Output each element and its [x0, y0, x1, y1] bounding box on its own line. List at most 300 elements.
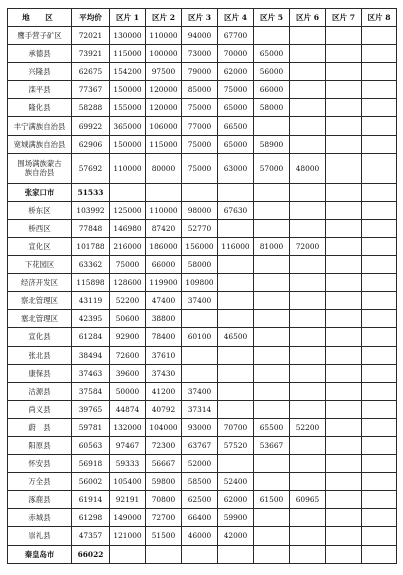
region-cell: 塞北管理区	[8, 310, 72, 328]
zone-price-cell	[290, 455, 326, 473]
zone-price-cell: 106000	[146, 117, 182, 135]
zone-price-cell: 52400	[218, 473, 254, 491]
zone-price-cell: 50600	[110, 310, 146, 328]
zone-price-cell: 60100	[182, 328, 218, 346]
zone-price-cell: 59900	[218, 509, 254, 527]
zone-price-cell: 110000	[146, 27, 182, 45]
zone-price-cell	[254, 545, 290, 563]
average-price-cell: 61298	[72, 509, 110, 527]
zone-price-cell	[326, 509, 362, 527]
zone-price-cell	[110, 545, 146, 563]
zone-price-cell: 47400	[146, 292, 182, 310]
table-row	[8, 45, 397, 63]
zone-price-cell: 75000	[110, 256, 146, 274]
average-price-cell: 61284	[72, 328, 110, 346]
zone-price-cell: 48000	[290, 153, 326, 183]
zone-price-cell	[290, 400, 326, 418]
zone-price-cell	[218, 545, 254, 563]
average-price-cell: 51533	[72, 183, 110, 201]
zone-price-cell	[254, 27, 290, 45]
zone-price-cell: 58900	[254, 135, 290, 153]
zone-price-cell	[218, 364, 254, 382]
zone-price-cell	[362, 545, 397, 563]
table-row	[8, 117, 397, 135]
zone-price-cell: 67700	[218, 27, 254, 45]
zone-price-cell: 132000	[110, 418, 146, 436]
zone-price-cell	[290, 545, 326, 563]
average-price-cell: 43119	[72, 292, 110, 310]
zone-price-cell	[362, 237, 397, 255]
average-price-cell: 47357	[72, 527, 110, 545]
zone-price-cell: 65000	[218, 135, 254, 153]
zone-price-cell	[218, 310, 254, 328]
zone-price-cell: 105400	[110, 473, 146, 491]
region-cell: 围场满族蒙古族自治县	[8, 153, 72, 183]
table-row	[8, 27, 397, 45]
region-cell: 张北县	[8, 346, 72, 364]
zone-price-cell	[326, 27, 362, 45]
zone-price-cell	[326, 292, 362, 310]
region-cell: 蔚 县	[8, 418, 72, 436]
zone-price-cell	[326, 328, 362, 346]
zone-price-cell	[290, 256, 326, 274]
table-row	[8, 346, 397, 364]
zone-price-cell	[326, 310, 362, 328]
zone-price-cell: 58500	[182, 473, 218, 491]
average-price-cell: 62906	[72, 135, 110, 153]
zone-price-cell: 38800	[146, 310, 182, 328]
table-row	[8, 473, 397, 491]
zone-price-cell	[326, 400, 362, 418]
zone-price-cell	[362, 418, 397, 436]
zone-price-cell	[182, 364, 218, 382]
average-price-cell: 63362	[72, 256, 110, 274]
region-cell: 涿鹿县	[8, 491, 72, 509]
column-header: 区片 8	[362, 9, 397, 27]
zone-price-cell	[326, 117, 362, 135]
zone-price-cell: 120000	[146, 99, 182, 117]
zone-price-cell: 94000	[182, 27, 218, 45]
zone-price-cell: 81000	[254, 237, 290, 255]
table-row	[8, 81, 397, 99]
zone-price-cell: 125000	[110, 201, 146, 219]
zone-price-cell	[290, 201, 326, 219]
zone-price-cell: 61500	[254, 491, 290, 509]
zone-price-cell: 87420	[146, 219, 182, 237]
zone-price-cell: 46500	[218, 328, 254, 346]
zone-price-cell: 72700	[146, 509, 182, 527]
zone-price-cell	[362, 201, 397, 219]
zone-price-cell: 44874	[110, 400, 146, 418]
average-price-cell: 101788	[72, 237, 110, 255]
zone-price-cell: 156000	[182, 237, 218, 255]
zone-price-cell	[326, 63, 362, 81]
zone-price-cell	[362, 256, 397, 274]
zone-price-cell: 73000	[182, 45, 218, 63]
zone-price-cell	[254, 201, 290, 219]
zone-price-cell	[254, 117, 290, 135]
zone-price-cell	[254, 509, 290, 527]
zone-price-cell	[326, 256, 362, 274]
zone-price-cell	[326, 201, 362, 219]
table-row	[8, 382, 397, 400]
zone-price-cell: 98000	[182, 201, 218, 219]
zone-price-cell	[290, 45, 326, 63]
average-price-cell: 61914	[72, 491, 110, 509]
column-header: 地 区	[8, 9, 72, 27]
zone-price-cell: 37314	[182, 400, 218, 418]
zone-price-cell	[326, 491, 362, 509]
average-price-cell: 57692	[72, 153, 110, 183]
zone-price-cell	[362, 509, 397, 527]
region-cell: 察北管理区	[8, 292, 72, 310]
zone-price-cell	[290, 219, 326, 237]
zone-price-cell	[290, 274, 326, 292]
zone-price-cell: 72600	[110, 346, 146, 364]
column-header: 区片 3	[182, 9, 218, 27]
table-row	[8, 201, 397, 219]
zone-price-cell	[254, 219, 290, 237]
zone-price-cell	[290, 436, 326, 454]
zone-price-cell: 66400	[182, 509, 218, 527]
average-price-cell: 77848	[72, 219, 110, 237]
table-row	[8, 455, 397, 473]
zone-price-cell: 72000	[290, 237, 326, 255]
zone-price-cell: 85000	[182, 81, 218, 99]
table-row	[8, 364, 397, 382]
zone-price-cell	[326, 346, 362, 364]
zone-price-cell	[254, 328, 290, 346]
average-price-cell: 103992	[72, 201, 110, 219]
zone-price-cell	[362, 436, 397, 454]
table-row	[8, 418, 397, 436]
zone-price-cell: 154200	[110, 63, 146, 81]
zone-price-cell: 72300	[146, 436, 182, 454]
zone-price-cell: 130000	[110, 27, 146, 45]
zone-price-cell	[146, 545, 182, 563]
region-cell: 滦平县	[8, 81, 72, 99]
zone-price-cell	[254, 400, 290, 418]
zone-price-cell	[182, 310, 218, 328]
region-cell: 张家口市	[8, 183, 72, 201]
zone-price-cell: 58000	[182, 256, 218, 274]
average-price-cell: 115898	[72, 274, 110, 292]
zone-price-cell	[362, 328, 397, 346]
zone-price-cell: 62000	[218, 491, 254, 509]
average-price-cell: 60563	[72, 436, 110, 454]
zone-price-cell: 75000	[182, 153, 218, 183]
zone-price-cell: 75000	[182, 135, 218, 153]
zone-price-cell: 51500	[146, 527, 182, 545]
zone-price-cell	[326, 219, 362, 237]
zone-price-cell	[218, 346, 254, 364]
zone-price-cell: 104000	[146, 418, 182, 436]
table-row	[8, 153, 397, 183]
average-price-cell: 69922	[72, 117, 110, 135]
zone-price-cell: 58000	[254, 99, 290, 117]
zone-price-cell	[362, 183, 397, 201]
average-price-cell: 56002	[72, 473, 110, 491]
average-price-cell: 59781	[72, 418, 110, 436]
zone-price-cell	[182, 183, 218, 201]
zone-price-cell: 42000	[218, 527, 254, 545]
table-row	[8, 436, 397, 454]
land-price-table	[7, 8, 397, 564]
zone-price-cell	[254, 455, 290, 473]
zone-price-cell: 115000	[146, 135, 182, 153]
zone-price-cell	[362, 27, 397, 45]
zone-price-cell	[326, 81, 362, 99]
table-row	[8, 527, 397, 545]
zone-price-cell: 115000	[110, 45, 146, 63]
zone-price-cell: 110000	[110, 153, 146, 183]
zone-price-cell: 80000	[146, 153, 182, 183]
zone-price-cell	[362, 117, 397, 135]
zone-price-cell	[218, 256, 254, 274]
column-header: 区片 5	[254, 9, 290, 27]
zone-price-cell	[362, 400, 397, 418]
zone-price-cell	[362, 63, 397, 81]
zone-price-cell	[218, 219, 254, 237]
zone-price-cell: 70700	[218, 418, 254, 436]
table-row	[8, 292, 397, 310]
region-cell: 桥东区	[8, 201, 72, 219]
region-cell: 万全县	[8, 473, 72, 491]
zone-price-cell: 37400	[182, 292, 218, 310]
table-row	[8, 135, 397, 153]
zone-price-cell: 77000	[182, 117, 218, 135]
zone-price-cell: 97500	[146, 63, 182, 81]
region-cell: 阳原县	[8, 436, 72, 454]
average-price-cell: 37463	[72, 364, 110, 382]
zone-price-cell: 110000	[146, 201, 182, 219]
zone-price-cell: 67630	[218, 201, 254, 219]
zone-price-cell	[326, 382, 362, 400]
zone-price-cell	[362, 364, 397, 382]
zone-price-cell: 78400	[146, 328, 182, 346]
zone-price-cell: 109800	[182, 274, 218, 292]
zone-price-cell	[362, 274, 397, 292]
zone-price-cell: 37610	[146, 346, 182, 364]
zone-price-cell	[218, 400, 254, 418]
zone-price-cell: 57520	[218, 436, 254, 454]
zone-price-cell	[218, 274, 254, 292]
zone-price-cell: 46000	[182, 527, 218, 545]
zone-price-cell	[362, 527, 397, 545]
average-price-cell: 77367	[72, 81, 110, 99]
table-row	[8, 237, 397, 255]
zone-price-cell	[362, 310, 397, 328]
table-row	[8, 509, 397, 527]
table-row	[8, 183, 397, 201]
average-price-cell: 66022	[72, 545, 110, 563]
zone-price-cell: 92191	[110, 491, 146, 509]
zone-price-cell	[254, 274, 290, 292]
zone-price-cell	[218, 382, 254, 400]
zone-price-cell: 62000	[218, 63, 254, 81]
column-header: 区片 2	[146, 9, 182, 27]
zone-price-cell	[326, 153, 362, 183]
zone-price-cell	[290, 117, 326, 135]
table-row	[8, 99, 397, 117]
average-price-cell: 62675	[72, 63, 110, 81]
zone-price-cell	[326, 436, 362, 454]
zone-price-cell	[182, 346, 218, 364]
zone-price-cell: 75000	[218, 81, 254, 99]
zone-price-cell	[362, 455, 397, 473]
zone-price-cell	[362, 81, 397, 99]
zone-price-cell	[290, 135, 326, 153]
zone-price-cell	[326, 183, 362, 201]
region-cell: 康保县	[8, 364, 72, 382]
zone-price-cell	[110, 183, 146, 201]
zone-price-cell	[326, 274, 362, 292]
region-cell: 丰宁满族自治县	[8, 117, 72, 135]
region-cell: 承德县	[8, 45, 72, 63]
column-header: 区片 6	[290, 9, 326, 27]
zone-price-cell: 65500	[254, 418, 290, 436]
zone-price-cell	[254, 527, 290, 545]
zone-price-cell	[290, 310, 326, 328]
zone-price-cell: 149000	[110, 509, 146, 527]
zone-price-cell	[326, 237, 362, 255]
zone-price-cell: 79000	[182, 63, 218, 81]
zone-price-cell	[290, 346, 326, 364]
zone-price-cell: 93000	[182, 418, 218, 436]
zone-price-cell	[362, 292, 397, 310]
zone-price-cell: 50000	[110, 382, 146, 400]
zone-price-cell	[362, 99, 397, 117]
zone-price-cell	[254, 183, 290, 201]
region-cell: 桥西区	[8, 219, 72, 237]
zone-price-cell: 37430	[146, 364, 182, 382]
zone-price-cell: 52200	[290, 418, 326, 436]
average-price-cell: 73921	[72, 45, 110, 63]
column-header: 平均价	[72, 9, 110, 27]
zone-price-cell: 216000	[110, 237, 146, 255]
zone-price-cell: 186000	[146, 237, 182, 255]
zone-price-cell	[290, 382, 326, 400]
region-cell: 沽源县	[8, 382, 72, 400]
zone-price-cell: 66000	[254, 81, 290, 99]
region-cell: 尚义县	[8, 400, 72, 418]
zone-price-cell	[290, 527, 326, 545]
zone-price-cell: 59333	[110, 455, 146, 473]
zone-price-cell	[326, 135, 362, 153]
zone-price-cell: 97467	[110, 436, 146, 454]
zone-price-cell: 75000	[182, 99, 218, 117]
average-price-cell: 58288	[72, 99, 110, 117]
zone-price-cell	[362, 45, 397, 63]
zone-price-cell: 70000	[218, 45, 254, 63]
zone-price-cell: 116000	[218, 237, 254, 255]
zone-price-cell: 70800	[146, 491, 182, 509]
table-row	[8, 400, 397, 418]
average-price-cell: 37584	[72, 382, 110, 400]
table-row	[8, 219, 397, 237]
zone-price-cell	[254, 473, 290, 491]
zone-price-cell: 65000	[254, 45, 290, 63]
zone-price-cell: 155000	[110, 99, 146, 117]
zone-price-cell	[326, 99, 362, 117]
zone-price-cell	[290, 509, 326, 527]
zone-price-cell: 128600	[110, 274, 146, 292]
zone-price-cell: 63767	[182, 436, 218, 454]
zone-price-cell: 121000	[110, 527, 146, 545]
zone-price-cell	[290, 292, 326, 310]
zone-price-cell: 120000	[146, 81, 182, 99]
region-cell: 下花园区	[8, 256, 72, 274]
zone-price-cell	[362, 219, 397, 237]
region-cell: 隆化县	[8, 99, 72, 117]
region-cell: 宽城满族自治县	[8, 135, 72, 153]
zone-price-cell	[290, 328, 326, 346]
zone-price-cell	[254, 346, 290, 364]
region-cell: 怀安县	[8, 455, 72, 473]
zone-price-cell	[254, 310, 290, 328]
zone-price-cell	[146, 183, 182, 201]
table-row	[8, 274, 397, 292]
region-cell: 宣化区	[8, 237, 72, 255]
zone-price-cell: 57000	[254, 153, 290, 183]
zone-price-cell	[290, 99, 326, 117]
zone-price-cell: 92900	[110, 328, 146, 346]
zone-price-cell: 40792	[146, 400, 182, 418]
zone-price-cell: 53667	[254, 436, 290, 454]
column-header: 区片 7	[326, 9, 362, 27]
zone-price-cell	[362, 153, 397, 183]
average-price-cell: 72021	[72, 27, 110, 45]
zone-price-cell	[362, 135, 397, 153]
document-page	[7, 8, 396, 564]
zone-price-cell	[290, 63, 326, 81]
table-header-row	[8, 9, 397, 27]
table-body	[8, 27, 397, 564]
zone-price-cell	[218, 455, 254, 473]
zone-price-cell: 59800	[146, 473, 182, 491]
zone-price-cell	[254, 256, 290, 274]
table-row	[8, 328, 397, 346]
zone-price-cell: 52770	[182, 219, 218, 237]
zone-price-cell: 100000	[146, 45, 182, 63]
zone-price-cell	[290, 364, 326, 382]
zone-price-cell	[254, 292, 290, 310]
zone-price-cell: 52000	[182, 455, 218, 473]
table-row	[8, 310, 397, 328]
zone-price-cell	[362, 491, 397, 509]
zone-price-cell	[218, 183, 254, 201]
zone-price-cell	[254, 364, 290, 382]
average-price-cell: 42395	[72, 310, 110, 328]
column-header: 区片 1	[110, 9, 146, 27]
zone-price-cell: 37400	[182, 382, 218, 400]
zone-price-cell: 65000	[218, 99, 254, 117]
zone-price-cell	[362, 382, 397, 400]
zone-price-cell: 52200	[110, 292, 146, 310]
zone-price-cell: 150000	[110, 81, 146, 99]
zone-price-cell	[218, 292, 254, 310]
table-row	[8, 256, 397, 274]
zone-price-cell	[326, 455, 362, 473]
region-cell: 秦皇岛市	[8, 545, 72, 563]
region-cell: 鹰手营子矿区	[8, 27, 72, 45]
zone-price-cell	[326, 545, 362, 563]
average-price-cell: 56918	[72, 455, 110, 473]
zone-price-cell	[362, 473, 397, 491]
zone-price-cell: 119900	[146, 274, 182, 292]
zone-price-cell	[290, 473, 326, 491]
zone-price-cell: 60965	[290, 491, 326, 509]
